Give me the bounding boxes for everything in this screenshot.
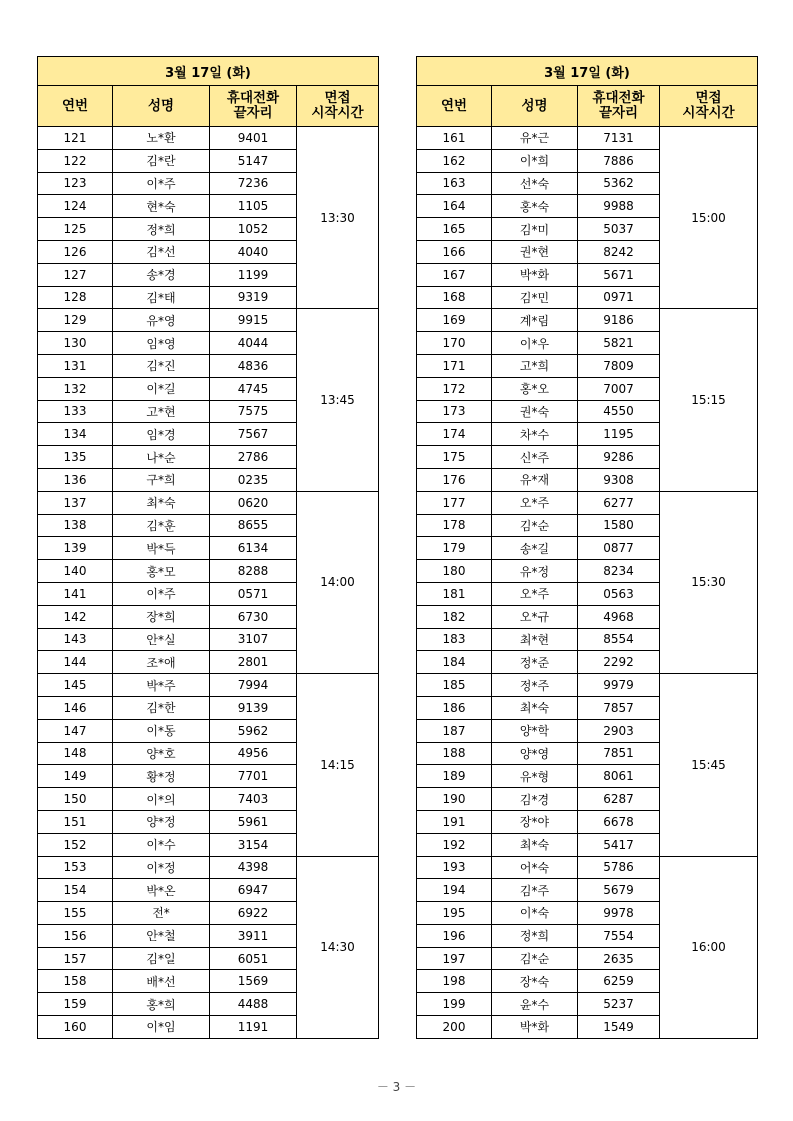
row-number: 195 bbox=[417, 902, 492, 925]
phone-last-digits: 5237 bbox=[578, 993, 660, 1016]
interview-start-time: 14:15 bbox=[297, 674, 379, 856]
row-number: 144 bbox=[38, 651, 113, 674]
applicant-name: 배*선 bbox=[113, 970, 210, 993]
phone-last-digits: 0563 bbox=[578, 582, 660, 605]
applicant-name: 전* bbox=[113, 902, 210, 925]
row-number: 194 bbox=[417, 879, 492, 902]
row-number: 151 bbox=[38, 810, 113, 833]
column-header-name: 성명 bbox=[113, 86, 210, 127]
row-number: 168 bbox=[417, 286, 492, 309]
applicant-name: 홍*희 bbox=[113, 993, 210, 1016]
phone-last-digits: 7575 bbox=[210, 400, 297, 423]
phone-last-digits: 2292 bbox=[578, 651, 660, 674]
row-number: 127 bbox=[38, 263, 113, 286]
row-number: 188 bbox=[417, 742, 492, 765]
applicant-name: 이*동 bbox=[113, 719, 210, 742]
table-row bbox=[417, 856, 758, 879]
applicant-name: 김*순 bbox=[492, 947, 578, 970]
applicant-name: 권*숙 bbox=[492, 400, 578, 423]
row-number: 140 bbox=[38, 560, 113, 583]
row-number: 149 bbox=[38, 765, 113, 788]
row-number: 180 bbox=[417, 560, 492, 583]
phone-last-digits: 4040 bbox=[210, 240, 297, 263]
applicant-name: 김*훈 bbox=[113, 514, 210, 537]
phone-last-digits: 1191 bbox=[210, 1016, 297, 1039]
applicant-name: 김*태 bbox=[113, 286, 210, 309]
applicant-name: 안*실 bbox=[113, 628, 210, 651]
phone-last-digits: 6947 bbox=[210, 879, 297, 902]
row-number: 129 bbox=[38, 309, 113, 332]
phone-last-digits: 4745 bbox=[210, 377, 297, 400]
phone-last-digits: 5362 bbox=[578, 172, 660, 195]
applicant-name: 나*순 bbox=[113, 446, 210, 469]
table-row bbox=[38, 309, 379, 332]
phone-last-digits: 1105 bbox=[210, 195, 297, 218]
row-number: 173 bbox=[417, 400, 492, 423]
applicant-name: 이*수 bbox=[113, 833, 210, 856]
phone-last-digits: 7886 bbox=[578, 149, 660, 172]
applicant-name: 이*주 bbox=[113, 172, 210, 195]
row-number: 182 bbox=[417, 605, 492, 628]
applicant-name: 이*의 bbox=[113, 788, 210, 811]
applicant-name: 이*희 bbox=[492, 149, 578, 172]
applicant-name: 이*우 bbox=[492, 332, 578, 355]
applicant-name: 김*순 bbox=[492, 514, 578, 537]
phone-last-digits: 4968 bbox=[578, 605, 660, 628]
row-number: 158 bbox=[38, 970, 113, 993]
applicant-name: 오*주 bbox=[492, 491, 578, 514]
phone-last-digits: 8554 bbox=[578, 628, 660, 651]
phone-last-digits: 7994 bbox=[210, 674, 297, 697]
row-number: 148 bbox=[38, 742, 113, 765]
applicant-name: 양*정 bbox=[113, 810, 210, 833]
row-number: 153 bbox=[38, 856, 113, 879]
applicant-name: 계*림 bbox=[492, 309, 578, 332]
applicant-name: 박*온 bbox=[113, 879, 210, 902]
applicant-name: 김*민 bbox=[492, 286, 578, 309]
applicant-name: 송*길 bbox=[492, 537, 578, 560]
row-number: 152 bbox=[38, 833, 113, 856]
phone-last-digits: 4550 bbox=[578, 400, 660, 423]
applicant-name: 어*숙 bbox=[492, 856, 578, 879]
phone-last-digits: 0235 bbox=[210, 468, 297, 491]
applicant-name: 윤*수 bbox=[492, 993, 578, 1016]
row-number: 167 bbox=[417, 263, 492, 286]
applicant-name: 김*주 bbox=[492, 879, 578, 902]
phone-last-digits: 3154 bbox=[210, 833, 297, 856]
column-header-time: 면접 시작시간 bbox=[660, 86, 758, 127]
applicant-name: 김*란 bbox=[113, 149, 210, 172]
phone-last-digits: 9979 bbox=[578, 674, 660, 697]
phone-last-digits: 5671 bbox=[578, 263, 660, 286]
phone-last-digits: 1195 bbox=[578, 423, 660, 446]
row-number: 141 bbox=[38, 582, 113, 605]
applicant-name: 송*경 bbox=[113, 263, 210, 286]
phone-last-digits: 9978 bbox=[578, 902, 660, 925]
phone-last-digits: 6277 bbox=[578, 491, 660, 514]
interview-start-time: 13:45 bbox=[297, 309, 379, 491]
row-number: 160 bbox=[38, 1016, 113, 1039]
applicant-name: 이*임 bbox=[113, 1016, 210, 1039]
phone-last-digits: 2786 bbox=[210, 446, 297, 469]
row-number: 143 bbox=[38, 628, 113, 651]
row-number: 164 bbox=[417, 195, 492, 218]
row-number: 150 bbox=[38, 788, 113, 811]
phone-last-digits: 8655 bbox=[210, 514, 297, 537]
phone-last-digits: 6051 bbox=[210, 947, 297, 970]
applicant-name: 안*철 bbox=[113, 924, 210, 947]
interview-start-time: 15:30 bbox=[660, 491, 758, 673]
phone-last-digits: 8242 bbox=[578, 240, 660, 263]
phone-last-digits: 2801 bbox=[210, 651, 297, 674]
applicant-name: 임*경 bbox=[113, 423, 210, 446]
phone-last-digits: 6134 bbox=[210, 537, 297, 560]
phone-last-digits: 6259 bbox=[578, 970, 660, 993]
phone-last-digits: 7567 bbox=[210, 423, 297, 446]
table-row bbox=[38, 856, 379, 879]
table-row bbox=[38, 127, 379, 150]
applicant-name: 김*미 bbox=[492, 218, 578, 241]
row-number: 138 bbox=[38, 514, 113, 537]
column-header-phone: 휴대전화 끝자리 bbox=[210, 86, 297, 127]
applicant-name: 홍*오 bbox=[492, 377, 578, 400]
applicant-name: 유*정 bbox=[492, 560, 578, 583]
phone-last-digits: 8288 bbox=[210, 560, 297, 583]
applicant-name: 이*주 bbox=[113, 582, 210, 605]
applicant-name: 김*경 bbox=[492, 788, 578, 811]
phone-last-digits: 3911 bbox=[210, 924, 297, 947]
applicant-name: 양*영 bbox=[492, 742, 578, 765]
row-number: 200 bbox=[417, 1016, 492, 1039]
applicant-name: 장*숙 bbox=[492, 970, 578, 993]
row-number: 170 bbox=[417, 332, 492, 355]
row-number: 198 bbox=[417, 970, 492, 993]
row-number: 189 bbox=[417, 765, 492, 788]
applicant-name: 김*진 bbox=[113, 354, 210, 377]
applicant-name: 유*근 bbox=[492, 127, 578, 150]
interview-start-time: 14:00 bbox=[297, 491, 379, 673]
applicant-name: 김*한 bbox=[113, 696, 210, 719]
applicant-name: 오*주 bbox=[492, 582, 578, 605]
row-number: 179 bbox=[417, 537, 492, 560]
applicant-name: 선*숙 bbox=[492, 172, 578, 195]
phone-last-digits: 0620 bbox=[210, 491, 297, 514]
applicant-name: 노*환 bbox=[113, 127, 210, 150]
phone-last-digits: 5961 bbox=[210, 810, 297, 833]
column-header-name: 성명 bbox=[492, 86, 578, 127]
row-number: 169 bbox=[417, 309, 492, 332]
applicant-name: 최*숙 bbox=[492, 833, 578, 856]
applicant-name: 박*주 bbox=[113, 674, 210, 697]
row-number: 190 bbox=[417, 788, 492, 811]
row-number: 193 bbox=[417, 856, 492, 879]
phone-last-digits: 6922 bbox=[210, 902, 297, 925]
interview-start-time: 13:30 bbox=[297, 127, 379, 309]
phone-last-digits: 6678 bbox=[578, 810, 660, 833]
column-header-no: 연번 bbox=[417, 86, 492, 127]
phone-last-digits: 7236 bbox=[210, 172, 297, 195]
phone-last-digits: 5679 bbox=[578, 879, 660, 902]
row-number: 121 bbox=[38, 127, 113, 150]
phone-last-digits: 7007 bbox=[578, 377, 660, 400]
phone-last-digits: 5821 bbox=[578, 332, 660, 355]
table-row bbox=[38, 491, 379, 514]
row-number: 199 bbox=[417, 993, 492, 1016]
interview-start-time: 14:30 bbox=[297, 856, 379, 1038]
applicant-name: 이*정 bbox=[113, 856, 210, 879]
applicant-name: 현*숙 bbox=[113, 195, 210, 218]
row-number: 130 bbox=[38, 332, 113, 355]
row-number: 134 bbox=[38, 423, 113, 446]
row-number: 176 bbox=[417, 468, 492, 491]
applicant-name: 임*영 bbox=[113, 332, 210, 355]
table-row bbox=[38, 674, 379, 697]
applicant-name: 권*현 bbox=[492, 240, 578, 263]
applicant-name: 이*길 bbox=[113, 377, 210, 400]
row-number: 181 bbox=[417, 582, 492, 605]
phone-last-digits: 8061 bbox=[578, 765, 660, 788]
row-number: 185 bbox=[417, 674, 492, 697]
applicant-name: 정*준 bbox=[492, 651, 578, 674]
applicant-name: 박*화 bbox=[492, 1016, 578, 1039]
applicant-name: 고*현 bbox=[113, 400, 210, 423]
phone-last-digits: 7809 bbox=[578, 354, 660, 377]
applicant-name: 최*현 bbox=[492, 628, 578, 651]
applicant-name: 박*화 bbox=[492, 263, 578, 286]
row-number: 126 bbox=[38, 240, 113, 263]
phone-last-digits: 9319 bbox=[210, 286, 297, 309]
row-number: 139 bbox=[38, 537, 113, 560]
row-number: 186 bbox=[417, 696, 492, 719]
row-number: 197 bbox=[417, 947, 492, 970]
row-number: 133 bbox=[38, 400, 113, 423]
applicant-name: 정*주 bbox=[492, 674, 578, 697]
phone-last-digits: 4956 bbox=[210, 742, 297, 765]
row-number: 156 bbox=[38, 924, 113, 947]
phone-last-digits: 5786 bbox=[578, 856, 660, 879]
schedule-table-left bbox=[37, 56, 379, 1039]
row-number: 131 bbox=[38, 354, 113, 377]
phone-last-digits: 9139 bbox=[210, 696, 297, 719]
page-number: － 3 － bbox=[376, 1080, 417, 1094]
applicant-name: 구*희 bbox=[113, 468, 210, 491]
schedule-table-right bbox=[416, 56, 758, 1039]
phone-last-digits: 0877 bbox=[578, 537, 660, 560]
applicant-name: 고*희 bbox=[492, 354, 578, 377]
phone-last-digits: 2903 bbox=[578, 719, 660, 742]
row-number: 146 bbox=[38, 696, 113, 719]
row-number: 122 bbox=[38, 149, 113, 172]
applicant-name: 조*애 bbox=[113, 651, 210, 674]
phone-last-digits: 5037 bbox=[578, 218, 660, 241]
phone-last-digits: 9988 bbox=[578, 195, 660, 218]
applicant-name: 유*영 bbox=[113, 309, 210, 332]
row-number: 172 bbox=[417, 377, 492, 400]
row-number: 125 bbox=[38, 218, 113, 241]
phone-last-digits: 5962 bbox=[210, 719, 297, 742]
phone-last-digits: 1580 bbox=[578, 514, 660, 537]
schedule-body-right bbox=[417, 127, 758, 1039]
row-number: 154 bbox=[38, 879, 113, 902]
row-number: 187 bbox=[417, 719, 492, 742]
phone-last-digits: 9401 bbox=[210, 127, 297, 150]
interview-start-time: 16:00 bbox=[660, 856, 758, 1038]
row-number: 136 bbox=[38, 468, 113, 491]
phone-last-digits: 4488 bbox=[210, 993, 297, 1016]
applicant-name: 정*희 bbox=[492, 924, 578, 947]
applicant-name: 장*희 bbox=[113, 605, 210, 628]
schedule-body-left bbox=[38, 127, 379, 1039]
row-number: 166 bbox=[417, 240, 492, 263]
applicant-name: 양*학 bbox=[492, 719, 578, 742]
applicant-name: 황*정 bbox=[113, 765, 210, 788]
phone-last-digits: 4398 bbox=[210, 856, 297, 879]
applicant-name: 양*호 bbox=[113, 742, 210, 765]
row-number: 145 bbox=[38, 674, 113, 697]
row-number: 171 bbox=[417, 354, 492, 377]
row-number: 183 bbox=[417, 628, 492, 651]
phone-last-digits: 7131 bbox=[578, 127, 660, 150]
applicant-name: 최*숙 bbox=[113, 491, 210, 514]
phone-last-digits: 0571 bbox=[210, 582, 297, 605]
row-number: 155 bbox=[38, 902, 113, 925]
row-number: 137 bbox=[38, 491, 113, 514]
phone-last-digits: 1052 bbox=[210, 218, 297, 241]
table-row bbox=[417, 127, 758, 150]
date-header: 3월 17일 (화) bbox=[417, 57, 758, 86]
applicant-name: 오*규 bbox=[492, 605, 578, 628]
row-number: 191 bbox=[417, 810, 492, 833]
phone-last-digits: 9308 bbox=[578, 468, 660, 491]
row-number: 132 bbox=[38, 377, 113, 400]
phone-last-digits: 7857 bbox=[578, 696, 660, 719]
applicant-name: 박*득 bbox=[113, 537, 210, 560]
row-number: 162 bbox=[417, 149, 492, 172]
row-number: 192 bbox=[417, 833, 492, 856]
phone-last-digits: 4044 bbox=[210, 332, 297, 355]
row-number: 124 bbox=[38, 195, 113, 218]
phone-last-digits: 0971 bbox=[578, 286, 660, 309]
row-number: 174 bbox=[417, 423, 492, 446]
applicant-name: 유*형 bbox=[492, 765, 578, 788]
phone-last-digits: 7851 bbox=[578, 742, 660, 765]
row-number: 128 bbox=[38, 286, 113, 309]
row-number: 161 bbox=[417, 127, 492, 150]
row-number: 175 bbox=[417, 446, 492, 469]
row-number: 178 bbox=[417, 514, 492, 537]
interview-start-time: 15:15 bbox=[660, 309, 758, 491]
phone-last-digits: 1199 bbox=[210, 263, 297, 286]
phone-last-digits: 1549 bbox=[578, 1016, 660, 1039]
phone-last-digits: 7403 bbox=[210, 788, 297, 811]
row-number: 177 bbox=[417, 491, 492, 514]
phone-last-digits: 5147 bbox=[210, 149, 297, 172]
row-number: 135 bbox=[38, 446, 113, 469]
phone-last-digits: 4836 bbox=[210, 354, 297, 377]
applicant-name: 김*선 bbox=[113, 240, 210, 263]
interview-start-time: 15:00 bbox=[660, 127, 758, 309]
column-header-no: 연번 bbox=[38, 86, 113, 127]
applicant-name: 차*수 bbox=[492, 423, 578, 446]
phone-last-digits: 1569 bbox=[210, 970, 297, 993]
row-number: 163 bbox=[417, 172, 492, 195]
column-header-time: 면접 시작시간 bbox=[297, 86, 379, 127]
applicant-name: 신*주 bbox=[492, 446, 578, 469]
row-number: 159 bbox=[38, 993, 113, 1016]
phone-last-digits: 3107 bbox=[210, 628, 297, 651]
applicant-name: 김*일 bbox=[113, 947, 210, 970]
phone-last-digits: 9915 bbox=[210, 309, 297, 332]
phone-last-digits: 2635 bbox=[578, 947, 660, 970]
table-row bbox=[417, 491, 758, 514]
row-number: 142 bbox=[38, 605, 113, 628]
applicant-name: 홍*모 bbox=[113, 560, 210, 583]
applicant-name: 홍*숙 bbox=[492, 195, 578, 218]
phone-last-digits: 7701 bbox=[210, 765, 297, 788]
phone-last-digits: 8234 bbox=[578, 560, 660, 583]
date-header: 3월 17일 (화) bbox=[38, 57, 379, 86]
applicant-name: 유*재 bbox=[492, 468, 578, 491]
row-number: 157 bbox=[38, 947, 113, 970]
phone-last-digits: 6730 bbox=[210, 605, 297, 628]
row-number: 184 bbox=[417, 651, 492, 674]
applicant-name: 최*숙 bbox=[492, 696, 578, 719]
interview-start-time: 15:45 bbox=[660, 674, 758, 856]
row-number: 123 bbox=[38, 172, 113, 195]
row-number: 165 bbox=[417, 218, 492, 241]
row-number: 196 bbox=[417, 924, 492, 947]
table-row bbox=[417, 674, 758, 697]
row-number: 147 bbox=[38, 719, 113, 742]
phone-last-digits: 9286 bbox=[578, 446, 660, 469]
applicant-name: 장*야 bbox=[492, 810, 578, 833]
phone-last-digits: 7554 bbox=[578, 924, 660, 947]
phone-last-digits: 5417 bbox=[578, 833, 660, 856]
table-row bbox=[417, 309, 758, 332]
applicant-name: 이*숙 bbox=[492, 902, 578, 925]
phone-last-digits: 6287 bbox=[578, 788, 660, 811]
column-header-phone: 휴대전화 끝자리 bbox=[578, 86, 660, 127]
applicant-name: 정*희 bbox=[113, 218, 210, 241]
phone-last-digits: 9186 bbox=[578, 309, 660, 332]
